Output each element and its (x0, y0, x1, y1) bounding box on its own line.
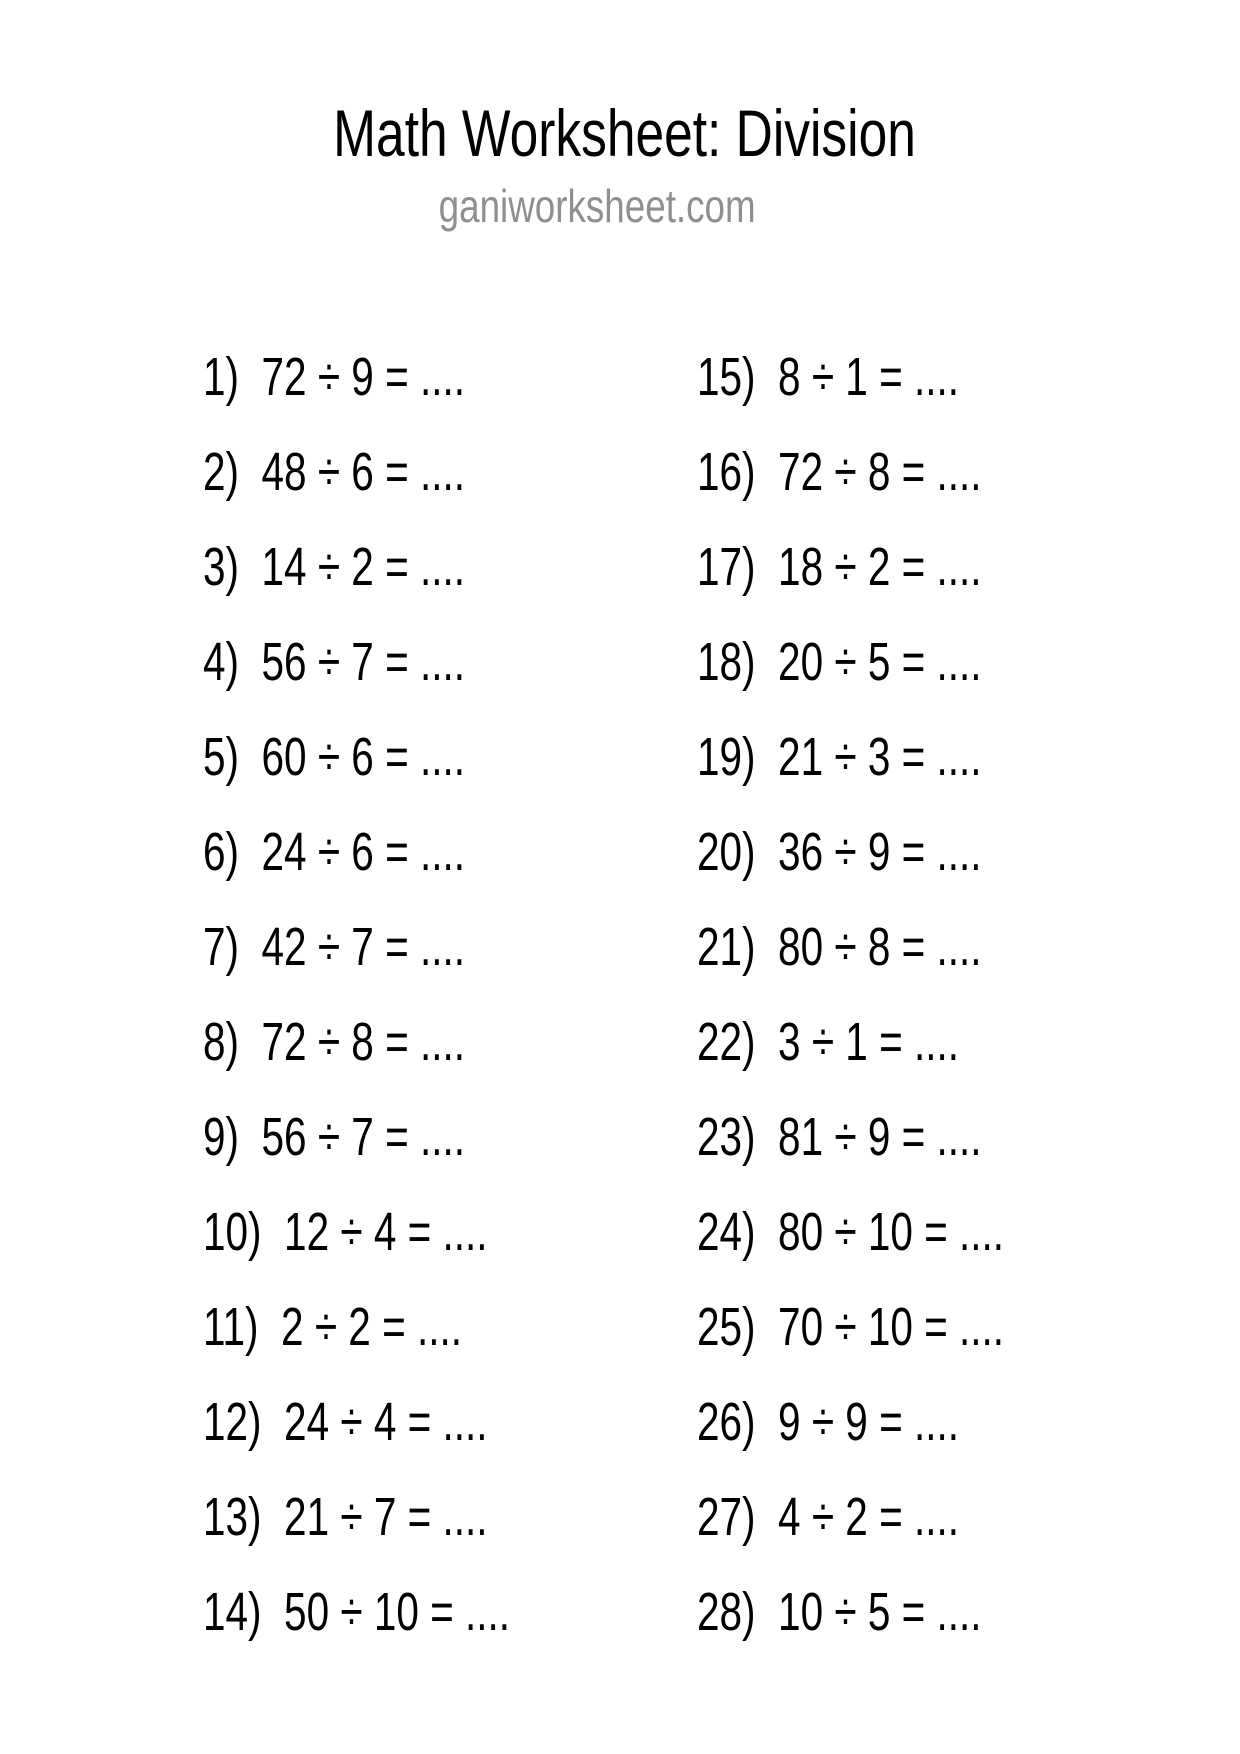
problem-row-14 (203, 1565, 612, 1660)
problem-row-11 (203, 1280, 612, 1375)
problem-number: 15) (697, 347, 756, 407)
problem-number: 9) (203, 1107, 240, 1167)
problem-text (203, 900, 465, 995)
problem-expression: 8 ÷ 1 = (778, 347, 903, 407)
answer-blank: .... (936, 1582, 982, 1642)
problem-text (697, 995, 959, 1090)
problem-number: 11) (203, 1297, 259, 1357)
problem-number: 1) (203, 347, 240, 407)
problem-expression: 20 ÷ 5 = (778, 632, 926, 692)
problem-expression: 56 ÷ 7 = (261, 1107, 409, 1167)
problem-expression: 48 ÷ 6 = (261, 442, 409, 502)
problem-row-21 (697, 900, 1106, 995)
answer-blank: .... (936, 537, 982, 597)
answer-blank: .... (419, 442, 466, 502)
problem-number: 6) (203, 822, 240, 882)
answer-blank: .... (913, 347, 960, 407)
answer-blank: .... (419, 347, 466, 407)
answer-blank: .... (442, 1202, 488, 1262)
problem-expression: 72 ÷ 8 = (778, 442, 926, 502)
problem-row-3 (203, 520, 612, 615)
problem-text (203, 1280, 462, 1375)
problem-text (697, 710, 982, 805)
answer-blank: .... (416, 1297, 463, 1357)
problem-expression: 9 ÷ 9 = (778, 1392, 903, 1452)
problem-text (203, 1470, 488, 1565)
problem-expression: 72 ÷ 8 = (261, 1012, 409, 1072)
answer-blank: .... (419, 632, 466, 692)
answer-blank: .... (913, 1012, 960, 1072)
problem-expression: 14 ÷ 2 = (261, 537, 409, 597)
problem-expression: 80 ÷ 8 = (778, 917, 926, 977)
answer-blank: .... (936, 442, 982, 502)
worksheet-title-text: Math Worksheet: Division (333, 96, 917, 170)
answer-blank: .... (419, 917, 466, 977)
problem-text (697, 900, 982, 995)
problem-row-4 (203, 615, 612, 710)
problem-number: 17) (697, 537, 756, 597)
problems-column-right (697, 330, 1106, 1660)
answer-blank: .... (419, 822, 466, 882)
problem-expression: 80 ÷ 10 = (778, 1202, 948, 1262)
problem-text (697, 1280, 1004, 1375)
problem-row-20 (697, 805, 1106, 900)
problem-number: 19) (697, 727, 756, 787)
answer-blank: .... (465, 1582, 511, 1642)
problem-text (203, 805, 465, 900)
answer-blank: .... (959, 1202, 1005, 1262)
problem-row-27 (697, 1470, 1106, 1565)
answer-blank: .... (419, 1012, 466, 1072)
problem-number: 16) (697, 442, 756, 502)
problem-row-22 (697, 995, 1106, 1090)
problem-number: 5) (203, 727, 240, 787)
problems-column-left (203, 330, 612, 1660)
problem-expression: 10 ÷ 5 = (778, 1582, 926, 1642)
problem-row-17 (697, 520, 1106, 615)
answer-blank: .... (959, 1297, 1005, 1357)
problem-row-12 (203, 1375, 612, 1470)
problem-text (697, 330, 959, 425)
answer-blank: .... (936, 1107, 982, 1167)
problem-expression: 70 ÷ 10 = (778, 1297, 948, 1357)
problem-number: 13) (203, 1487, 262, 1547)
problem-expression: 81 ÷ 9 = (778, 1107, 926, 1167)
problem-row-6 (203, 805, 612, 900)
problem-expression: 21 ÷ 7 = (284, 1487, 432, 1547)
problem-row-16 (697, 425, 1106, 520)
problem-text (697, 1185, 1004, 1280)
problem-number: 14) (203, 1582, 262, 1642)
problem-row-24 (697, 1185, 1106, 1280)
answer-blank: .... (913, 1487, 960, 1547)
problem-expression: 60 ÷ 6 = (261, 727, 409, 787)
answer-blank: .... (936, 917, 982, 977)
problem-expression: 24 ÷ 4 = (284, 1392, 432, 1452)
problem-number: 10) (203, 1202, 262, 1262)
problem-expression: 56 ÷ 7 = (261, 632, 409, 692)
problem-number: 7) (203, 917, 240, 977)
problem-number: 24) (697, 1202, 756, 1262)
problem-text (697, 1090, 982, 1185)
problem-row-8 (203, 995, 612, 1090)
problem-text (697, 805, 982, 900)
problem-text (697, 520, 982, 615)
problem-text (203, 425, 465, 520)
problem-number: 2) (203, 442, 240, 502)
answer-blank: .... (936, 632, 982, 692)
problem-row-28 (697, 1565, 1106, 1660)
problem-text (203, 710, 465, 805)
problem-number: 28) (697, 1582, 756, 1642)
problem-row-23 (697, 1090, 1106, 1185)
problem-row-15 (697, 330, 1106, 425)
problem-row-13 (203, 1470, 612, 1565)
problem-expression: 3 ÷ 1 = (778, 1012, 903, 1072)
problem-text (697, 425, 982, 520)
problem-number: 3) (203, 537, 240, 597)
website-credit-text: ganiworksheet.com (438, 180, 757, 232)
problem-text (203, 615, 465, 710)
answer-blank: .... (419, 727, 466, 787)
problem-number: 8) (203, 1012, 240, 1072)
problem-number: 18) (697, 632, 756, 692)
problem-text (203, 1090, 465, 1185)
problem-number: 27) (697, 1487, 756, 1547)
problem-text (203, 1565, 510, 1660)
answer-blank: .... (442, 1487, 488, 1547)
problem-row-25 (697, 1280, 1106, 1375)
problem-row-1 (203, 330, 612, 425)
problem-text (697, 1375, 959, 1470)
answer-blank: .... (442, 1392, 488, 1452)
problem-row-26 (697, 1375, 1106, 1470)
answer-blank: .... (419, 537, 466, 597)
problem-expression: 50 ÷ 10 = (284, 1582, 454, 1642)
problem-text (203, 1185, 488, 1280)
problem-text (697, 1565, 982, 1660)
problem-row-18 (697, 615, 1106, 710)
problem-expression: 72 ÷ 9 = (261, 347, 409, 407)
problem-number: 22) (697, 1012, 756, 1072)
problem-text (697, 1470, 959, 1565)
problem-number: 4) (203, 632, 240, 692)
answer-blank: .... (913, 1392, 960, 1452)
problem-row-9 (203, 1090, 612, 1185)
problem-number: 21) (697, 917, 756, 977)
problem-row-19 (697, 710, 1106, 805)
website-credit (0, 180, 1240, 232)
problem-text (203, 1375, 488, 1470)
problem-text (203, 995, 465, 1090)
worksheet-title (10, 96, 1240, 170)
answer-blank: .... (936, 727, 982, 787)
problem-number: 23) (697, 1107, 756, 1167)
problem-row-2 (203, 425, 612, 520)
problem-row-7 (203, 900, 612, 995)
problem-expression: 24 ÷ 6 = (261, 822, 409, 882)
problem-expression: 21 ÷ 3 = (778, 727, 926, 787)
problem-text (203, 520, 465, 615)
problem-number: 26) (697, 1392, 756, 1452)
problem-text (697, 615, 982, 710)
problem-expression: 42 ÷ 7 = (261, 917, 409, 977)
problem-number: 25) (697, 1297, 756, 1357)
problem-row-5 (203, 710, 612, 805)
answer-blank: .... (419, 1107, 466, 1167)
problem-row-10 (203, 1185, 612, 1280)
problem-number: 12) (203, 1392, 262, 1452)
problem-expression: 2 ÷ 2 = (281, 1297, 406, 1357)
problem-expression: 36 ÷ 9 = (778, 822, 926, 882)
problem-expression: 12 ÷ 4 = (284, 1202, 432, 1262)
answer-blank: .... (936, 822, 982, 882)
problem-number: 20) (697, 822, 756, 882)
problem-expression: 4 ÷ 2 = (778, 1487, 903, 1547)
problem-text (203, 330, 465, 425)
problem-expression: 18 ÷ 2 = (778, 537, 926, 597)
